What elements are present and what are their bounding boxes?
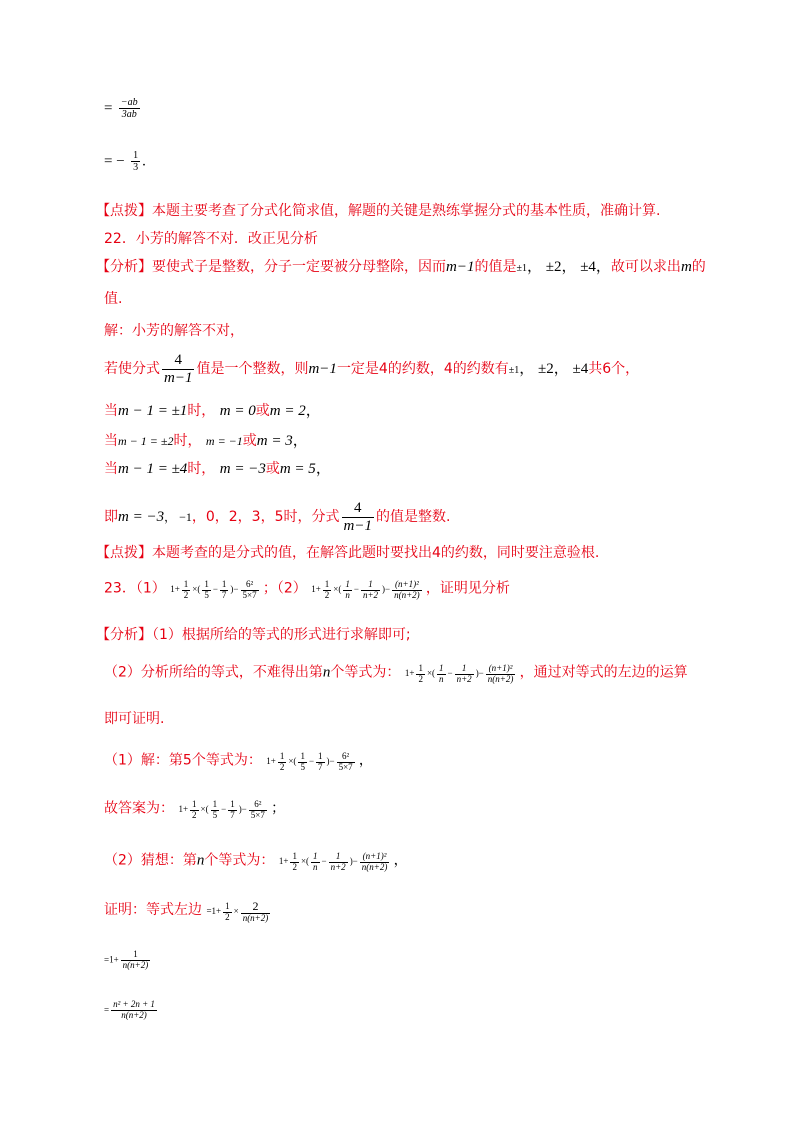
case-condition: m − 1 = ±2 bbox=[118, 434, 174, 448]
fraction-numerator: 4 bbox=[342, 500, 374, 518]
formula-part: − bbox=[212, 584, 218, 595]
den: 7 bbox=[221, 589, 227, 600]
num: (n+1)² bbox=[486, 664, 516, 675]
num: 1 bbox=[230, 799, 235, 809]
num: 1 bbox=[292, 851, 297, 861]
frac-1-over-n bbox=[121, 950, 151, 971]
var-n: n bbox=[196, 852, 205, 869]
frac-half bbox=[223, 902, 232, 923]
den: 5×7 bbox=[250, 809, 265, 820]
den: n(n+2) bbox=[487, 673, 514, 684]
eq-line-2: = − $\frac{1}{3}$ . bbox=[104, 150, 146, 173]
frac-2-over-n bbox=[241, 900, 271, 924]
expr-m-minus-1: m−1 bbox=[446, 259, 475, 275]
q22-heading: 22．小芳的解答不对．改正见分析 bbox=[104, 231, 318, 247]
q23-analysis-2 bbox=[104, 664, 688, 685]
var-m: m bbox=[680, 259, 692, 275]
proof-line-1 bbox=[104, 900, 272, 924]
formula-part: ×( bbox=[300, 856, 310, 867]
analysis-tag: 【分析】 bbox=[96, 259, 152, 275]
separator: ；（2） bbox=[262, 580, 307, 597]
case-then: 时， bbox=[187, 461, 216, 477]
text-a: 故答案为： bbox=[104, 800, 174, 817]
formula-part: ×( bbox=[192, 584, 201, 595]
equals-sign: = bbox=[104, 100, 113, 117]
den: 2 bbox=[418, 673, 423, 684]
frac-half bbox=[323, 580, 332, 601]
text-a: （1）解：第5个等式为： bbox=[104, 752, 262, 769]
formula-part: 1+ bbox=[404, 668, 415, 679]
case-result-1: m = −3 bbox=[219, 461, 266, 477]
case-then: 时， bbox=[173, 433, 202, 449]
sol-answer bbox=[104, 800, 285, 821]
case-2 bbox=[104, 434, 308, 449]
den: n+2 bbox=[330, 861, 346, 872]
dianbo-2 bbox=[96, 546, 599, 560]
num: 1 bbox=[192, 799, 197, 809]
dianbo-tag: 【点拨】 bbox=[96, 203, 152, 219]
text-end: 的值是整数. bbox=[375, 509, 451, 525]
frac-1-over-n2 bbox=[329, 852, 348, 873]
den: 2 bbox=[324, 589, 330, 600]
formula-part: − bbox=[308, 756, 315, 767]
text-c: 一定是4的约数，4的约数有 bbox=[336, 361, 509, 377]
frac-fifth bbox=[298, 752, 307, 773]
frac-1-over-n2 bbox=[361, 580, 380, 601]
den: n bbox=[313, 861, 318, 872]
num: 1 bbox=[361, 580, 380, 591]
case-end: ， bbox=[315, 461, 331, 477]
frac-half bbox=[290, 852, 299, 873]
fraction-denominator: m−1 bbox=[343, 517, 372, 534]
den: n(n+2) bbox=[361, 861, 388, 872]
den: 2 bbox=[192, 809, 197, 820]
text-b: 个等式为： bbox=[204, 852, 275, 869]
frac-result bbox=[360, 852, 390, 873]
text-values: ，0，2，3，5时，分式 bbox=[191, 509, 340, 525]
num: 6² bbox=[249, 800, 267, 811]
text-a: 若使分式 bbox=[104, 361, 160, 377]
den: 2 bbox=[292, 861, 297, 872]
formula-part: )− bbox=[382, 584, 391, 595]
formula-part: ×( bbox=[288, 756, 297, 767]
frac-fifth bbox=[211, 800, 220, 821]
fraction-numerator: −ab bbox=[120, 97, 138, 108]
den: 5 bbox=[204, 589, 209, 600]
case-result-1: m = 0 bbox=[219, 403, 256, 419]
text-b: 值是一个整数，则 bbox=[196, 361, 309, 377]
case-result-1: m = −1 bbox=[205, 434, 243, 448]
num: 1 bbox=[183, 579, 189, 589]
dianbo-text: 本题考查的是分式的值，在解答此题时要找出4的约数，同时要注意验根. bbox=[152, 545, 600, 561]
value-pm1: ±1 bbox=[516, 263, 527, 274]
frac-result bbox=[392, 580, 422, 601]
num: 1 bbox=[329, 852, 348, 863]
den: n(n+2) bbox=[121, 1009, 147, 1020]
num: (n+1)² bbox=[392, 580, 422, 591]
frac-1-over-n bbox=[311, 852, 320, 873]
formula-part: )− bbox=[349, 856, 358, 867]
num: 1 bbox=[121, 950, 151, 961]
den: n+2 bbox=[456, 673, 472, 684]
den: 2 bbox=[279, 761, 285, 772]
q22-analysis-cont: 值. bbox=[104, 291, 123, 307]
value-pm1: ±1 bbox=[508, 365, 520, 376]
q22-condition-line bbox=[104, 352, 639, 386]
formula-part: 1+ bbox=[266, 756, 276, 767]
num: 1 bbox=[279, 751, 285, 761]
end-punct: ， bbox=[393, 852, 408, 869]
value-m-minus-3: m = −3 bbox=[118, 509, 165, 525]
num: 1 bbox=[221, 579, 227, 589]
text-d: 共6个， bbox=[588, 361, 640, 377]
proof-line-2 bbox=[104, 950, 152, 971]
case-condition: m − 1 = ±4 bbox=[118, 461, 188, 477]
frac-result bbox=[241, 580, 259, 601]
formula-part: ×( bbox=[426, 668, 436, 679]
formula-part: − bbox=[447, 668, 453, 679]
text-a: （2）分析所给的等式，不难得出第 bbox=[104, 664, 323, 681]
formula-part: − bbox=[321, 856, 327, 867]
analysis-text-c: 故可以求出 bbox=[610, 259, 681, 275]
q23-heading bbox=[104, 580, 510, 601]
analysis-text-b: 的值是 bbox=[474, 259, 517, 275]
case-result-2: m = 5 bbox=[279, 461, 316, 477]
dianbo-1 bbox=[96, 204, 660, 218]
frac-seventh bbox=[220, 580, 229, 601]
frac-seventh bbox=[228, 800, 237, 821]
case-or: 或 bbox=[242, 433, 257, 449]
proof-line-3 bbox=[104, 1000, 159, 1021]
frac-1-over-n2 bbox=[455, 664, 474, 685]
q23-analysis bbox=[96, 628, 411, 642]
equals-minus: = − bbox=[104, 153, 125, 170]
q23-analysis-3: 即可证明. bbox=[104, 711, 165, 727]
eq-line-1 bbox=[104, 97, 142, 120]
value-pm2-pm4: ， ±2， ±4 bbox=[519, 361, 589, 377]
formula-part: )− bbox=[475, 668, 484, 679]
fraction-4-over-m-1 bbox=[162, 352, 194, 386]
num: 1 bbox=[455, 664, 474, 675]
fraction-denominator: 3 bbox=[133, 162, 139, 173]
den: 2 bbox=[225, 911, 230, 922]
case-result-2: m = 3 bbox=[256, 433, 293, 449]
num: 1 bbox=[418, 663, 423, 673]
q22-conclusion bbox=[104, 500, 450, 534]
fraction-4-over-m-1 bbox=[342, 500, 374, 534]
formula-part: 1+ bbox=[170, 584, 180, 595]
proof-expr-1 bbox=[206, 899, 272, 924]
den: 5 bbox=[300, 761, 305, 772]
text-c: ，通过对等式的左边的运算 bbox=[519, 664, 688, 681]
formula-part: ×( bbox=[200, 804, 209, 815]
frac-1-over-n bbox=[437, 664, 446, 685]
den: 5 bbox=[212, 809, 218, 820]
formula-n bbox=[278, 851, 394, 872]
formula-part: )− bbox=[230, 584, 239, 595]
value-pm2-pm4: ， ±2， ±4， bbox=[526, 259, 611, 275]
num: 2 bbox=[241, 900, 271, 914]
var-n: n bbox=[322, 664, 331, 681]
frac-seventh bbox=[316, 752, 325, 773]
frac-result bbox=[486, 664, 516, 685]
frac-expanded bbox=[111, 1000, 157, 1021]
sol-1 bbox=[104, 752, 373, 773]
frac-1-over-n bbox=[343, 580, 352, 601]
end-punct: ， bbox=[358, 752, 373, 769]
case-or: 或 bbox=[255, 403, 270, 419]
frac-result bbox=[337, 752, 355, 773]
num: 1 bbox=[225, 900, 230, 911]
text-ji: 即 bbox=[104, 509, 118, 525]
num: 1 bbox=[212, 799, 218, 809]
num: 6² bbox=[241, 580, 259, 591]
q22-jie: 解：小芳的解答不对， bbox=[104, 323, 244, 339]
den: n(n+2) bbox=[394, 589, 420, 600]
num: 1 bbox=[318, 751, 323, 761]
den: n+2 bbox=[362, 589, 379, 600]
fraction-denominator: 3ab bbox=[121, 109, 137, 120]
fraction-denominator: m−1 bbox=[164, 369, 193, 386]
fraction-one-third bbox=[131, 150, 140, 173]
case-end: ， bbox=[292, 433, 308, 449]
case-end: ， bbox=[305, 403, 321, 419]
text-b: 个等式为： bbox=[330, 664, 401, 681]
case-condition: m − 1 = ±1 bbox=[118, 403, 188, 419]
den: 7 bbox=[230, 809, 235, 820]
formula-n bbox=[404, 663, 520, 684]
end-punct: ； bbox=[271, 800, 286, 817]
formula-part: − bbox=[353, 584, 359, 595]
dianbo-text: 本题主要考查了分式化简求值，解题的关键是熟练掌握分式的基本性质，准确计算. bbox=[152, 203, 661, 219]
frac-half bbox=[182, 580, 191, 601]
expr-m-minus-1: m−1 bbox=[308, 361, 337, 377]
num: (n+1)² bbox=[360, 852, 390, 863]
analysis-text: 要使式子是整数，分子一定要被分母整除，因而 bbox=[152, 259, 446, 275]
sol-2 bbox=[104, 852, 408, 873]
den: 2 bbox=[183, 589, 189, 600]
num: 1 bbox=[313, 851, 318, 861]
case-when: 当 bbox=[104, 403, 118, 419]
num: n² + 2n + 1 bbox=[113, 999, 155, 1009]
expr-part: =1+ bbox=[206, 906, 222, 917]
num: 1 bbox=[345, 579, 350, 589]
case-3 bbox=[104, 462, 331, 477]
frac-half bbox=[416, 664, 425, 685]
case-when: 当 bbox=[104, 433, 118, 449]
den: 7 bbox=[318, 761, 323, 772]
value-minus-1: ， −1 bbox=[164, 510, 192, 524]
fraction-numerator: 1 bbox=[133, 150, 139, 161]
case-or: 或 bbox=[265, 461, 280, 477]
den: n(n+2) bbox=[122, 959, 149, 970]
formula-part: )− bbox=[326, 756, 335, 767]
den: n(n+2) bbox=[242, 913, 269, 924]
formula-part: 1+ bbox=[278, 856, 289, 867]
expr-part: =1+ bbox=[104, 954, 119, 965]
q22-analysis bbox=[96, 260, 706, 275]
den: n bbox=[345, 589, 350, 600]
analysis-tag: 【分析】 bbox=[96, 627, 152, 643]
q23-tail: ，证明见分析 bbox=[425, 580, 510, 597]
formula-part: 1+ bbox=[178, 804, 189, 815]
formula-part: )− bbox=[238, 804, 247, 815]
case-1 bbox=[104, 404, 321, 419]
text-a: （2）猜想：第 bbox=[104, 852, 197, 869]
analysis-text: （1）根据所给的等式的形式进行求解即可; bbox=[152, 627, 411, 643]
fraction-numerator: 4 bbox=[162, 352, 194, 370]
case-then: 时， bbox=[187, 403, 216, 419]
dianbo-tag: 【点拨】 bbox=[96, 545, 152, 561]
expr-part: × bbox=[233, 906, 239, 917]
q23-label: 23．（1） bbox=[104, 580, 166, 597]
frac-fifth bbox=[202, 580, 211, 601]
formula-part: − bbox=[221, 804, 227, 815]
formula-n bbox=[311, 579, 426, 600]
num: 1 bbox=[439, 663, 444, 673]
formula-part: ×( bbox=[333, 584, 342, 595]
frac-result bbox=[249, 800, 267, 821]
num: 6² bbox=[337, 752, 355, 763]
den: 5×7 bbox=[242, 589, 257, 600]
proof-label: 证明：等式左边 bbox=[104, 902, 202, 919]
formula-part: 1+ bbox=[311, 584, 321, 595]
analysis-text-d: 的 bbox=[691, 259, 706, 275]
den: n bbox=[439, 673, 444, 684]
frac-half bbox=[278, 752, 287, 773]
frac-half bbox=[190, 800, 199, 821]
num: 1 bbox=[324, 579, 330, 589]
num: 1 bbox=[300, 751, 305, 761]
case-result-2: m = 2 bbox=[269, 403, 306, 419]
den: 5×7 bbox=[338, 761, 353, 772]
expr-part: = bbox=[104, 1004, 110, 1015]
fraction-ab bbox=[119, 97, 140, 120]
num: 1 bbox=[204, 579, 209, 589]
case-when: 当 bbox=[104, 461, 118, 477]
